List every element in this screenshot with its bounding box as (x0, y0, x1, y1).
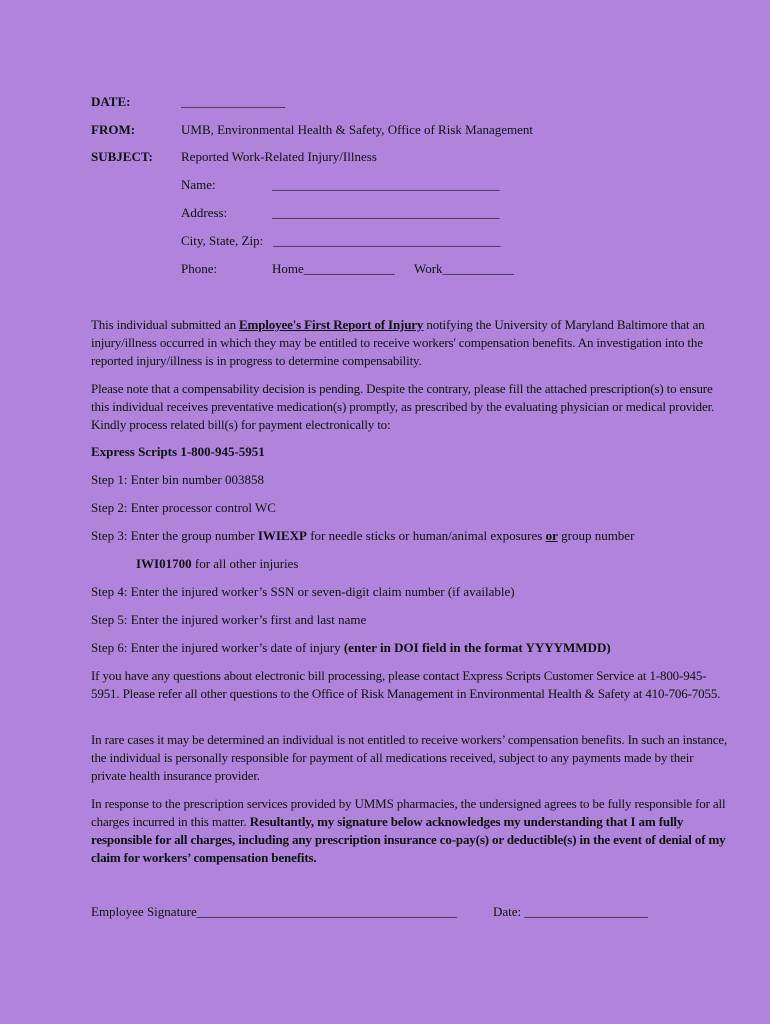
acknowledgement-paragraph (91, 795, 731, 867)
rare-cases-paragraph: In rare cases it may be determined an individual is not entitled to receive workers’ compensation benefits. In such an instance, the individual is personally responsible for payment of all medications received, subject to any payments made by their private health insurance provider. (91, 732, 728, 783)
step-1: Step 1: Enter bin number 003858 (91, 472, 264, 487)
from-value: UMB, Environmental Health & Safety, Office of Risk Management (181, 122, 534, 137)
address-field[interactable]: ___________________________________ (272, 205, 500, 220)
name-field[interactable]: ___________________________________ (272, 177, 500, 192)
phone-home-field[interactable]: Home______________ (272, 261, 395, 276)
step-3-text-b: for needle sticks or human/animal exposures (306, 528, 546, 543)
acknowledgement-text: In response to the prescription services provided by UMMS pharmacies, the undersigned agrees to be fully responsible for all charges incurred in this matter. (91, 796, 726, 829)
express-scripts-heading: Express Scripts 1-800-945-5951 (91, 444, 265, 459)
subject-label: SUBJECT: (91, 149, 153, 164)
step-3-text-c: group number (557, 528, 635, 543)
date-field[interactable]: ________________ (181, 94, 285, 109)
phone-work-field[interactable]: Work___________ (414, 261, 515, 276)
employee-signature-field[interactable]: Employee Signature________________________________________ (91, 904, 457, 919)
first-report-link[interactable]: Employee's First Report of Injury (239, 317, 424, 332)
step-3-text-a: Step 3: Enter the group number (91, 528, 258, 543)
from-row (91, 121, 731, 139)
acknowledgement-bold-text: Resultantly, my signature below acknowledges my understanding that I am fully responsible for all charges, including any prescription insurance co-pay(s) or deductible(s) in the event of denial of my claim for workers’ compensation benefits. (91, 814, 726, 865)
questions-paragraph: If you have any questions about electronic bill processing, please contact Express Scripts Customer Service at 1-800-945-5951. Please refer all other questions to the Office of Risk Management in Environmental Health & Safety at 410-706-7055. (91, 668, 721, 701)
intro-paragraph (91, 316, 731, 370)
step-6-format-note: (enter in DOI field in the format YYYYMMDD) (343, 640, 611, 655)
step-5: Step 5: Enter the injured worker’s first and last name (91, 612, 367, 627)
step-3-or: or (545, 528, 558, 543)
group-code-iwiexp: IWIEXP (257, 528, 307, 543)
intro-text-b: notifying the University of Maryland Baltimore that an injury/illness occurred in which they may be entitled to receive workers' compensation benefits. An investigation into the reported injury/illness is in progress to determine compensability. (91, 317, 705, 368)
signature-date-field[interactable]: Date: ___________________ (493, 904, 648, 919)
from-label: FROM: (91, 122, 136, 137)
subject-row (91, 148, 731, 166)
phone-label: Phone: (181, 261, 218, 276)
step-3-text-d: for all other injuries (191, 556, 299, 571)
city-label: City, State, Zip: (181, 233, 264, 248)
intro-text-a: This individual submitted an (91, 317, 240, 332)
step-3 (91, 527, 634, 545)
name-label: Name: (181, 177, 216, 192)
date-label: DATE: (91, 94, 131, 109)
step-2: Step 2: Enter processor control WC (91, 500, 276, 515)
step-4: Step 4: Enter the injured worker’s SSN or seven-digit claim number (if available) (91, 584, 515, 599)
subject-value: Reported Work-Related Injury/Illness (181, 149, 377, 164)
date-row (91, 93, 731, 111)
city-field[interactable]: ___________________________________ (273, 233, 501, 248)
step-3-continued (136, 555, 298, 573)
group-code-iwi01700: IWI01700 (136, 556, 192, 571)
pending-paragraph: Please note that a compensability decision is pending. Despite the contrary, please fill the attached prescription(s) to ensure this individual receives preventative medication(s) promptly, as prescribed by the evaluating physician or medical provider. Kindly process related bill(s) for payment electronically to: (91, 381, 715, 432)
step-6 (91, 639, 611, 657)
step-6-text-a: Step 6: Enter the injured worker’s date of injury (91, 640, 344, 655)
address-label: Address: (181, 205, 228, 220)
